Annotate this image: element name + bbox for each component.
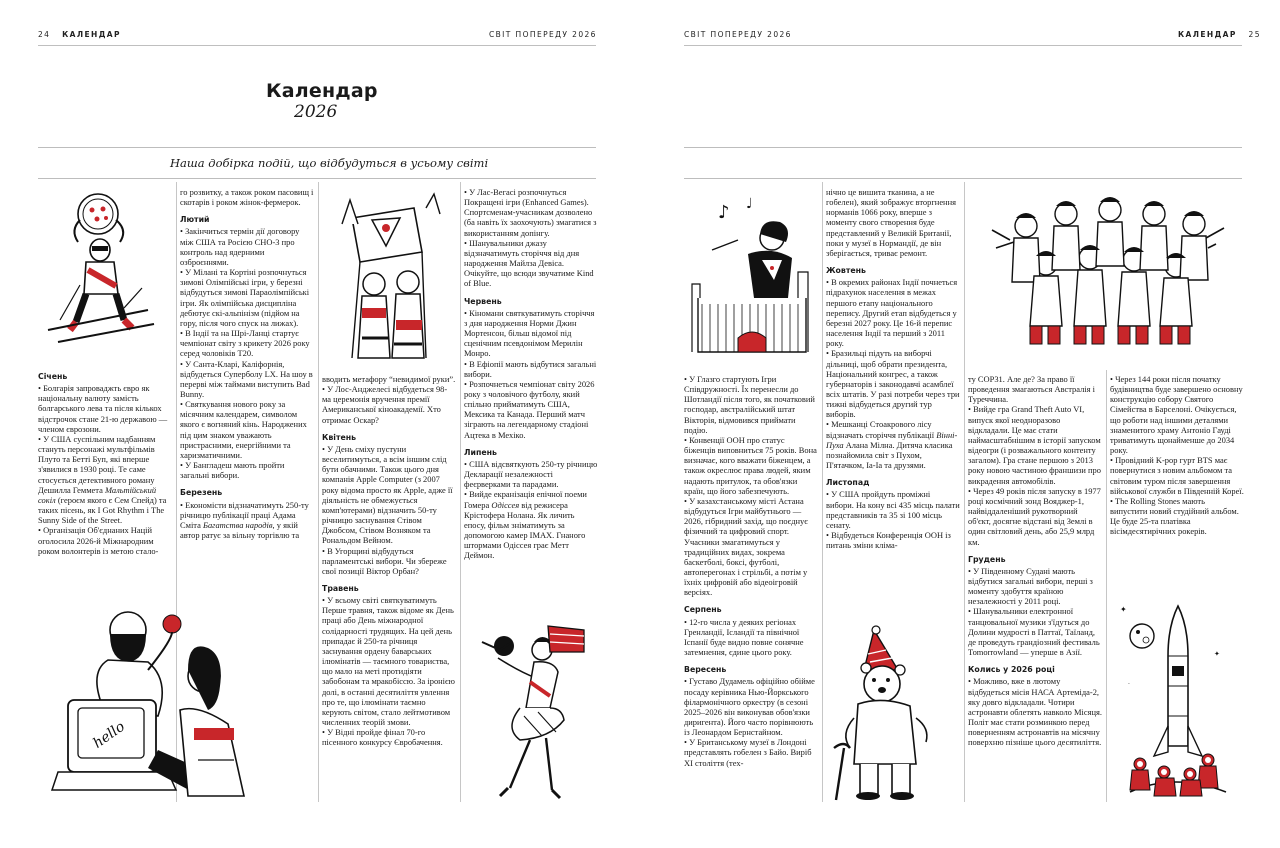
column-divider <box>1106 370 1107 802</box>
hands-flag-illustration <box>322 188 456 368</box>
trumpet-dancer-illustration <box>480 612 592 802</box>
col3-entry: вводить метафору “невидимої руки”. <box>322 374 456 384</box>
col5-entry: • У казахстанському місті Астана відбудуться Ігри майбутнього — 2026, гібридний захід, що поєднує фізичний та цифровий спорт. Учасники змагатимуться у традиційних видах, зокрема баскетболі, боксі, футболі, автоперегонах і стрільбі, а потім у їхніх цифровій або відеоігровій версіях. <box>684 495 808 598</box>
rocket-moon-illustration <box>1114 596 1236 802</box>
title-block <box>266 80 386 122</box>
col6-entry: нічно це вишита тканина, а не гобелен), який зображує вторгнення норманів 1066 року, вперше з моменту свого створення буде представлений у Великій Британії, поки у музеї в Нормандії, де він зберігається, триває ремонт. <box>826 187 956 258</box>
heading-february: Лютий <box>180 215 210 225</box>
col3-entry: • У всьому світі святкуватимуть Перше травня, також відоме як День праці або День міжнародної солідарності трудящих. На цей день припадає й 250-та річниця заснування ордену баварських ілюмінатів — таємного товариства, що мало на меті протидіяти забобонам та мракобіссю. За іронією долі, в останні десятиліття увлення про те, що ілюмінати таємно керують світом, стало лейтмотивом численних теорій змови. <box>322 595 455 727</box>
right-publication-label: СВІТ ПОПЕРЕДУ 2026 <box>684 30 792 39</box>
bear-party-illustration <box>830 624 950 802</box>
heading-december: Грудень <box>968 554 1006 564</box>
col2-entry: • Святкування нового року за місячним календарем, символом якого є вогняний кінь. Народжених під цим знаком уважають пристрасними, енергійними та харизматичними. <box>180 399 307 460</box>
column-2 <box>180 187 314 590</box>
heading-january: Січень <box>38 372 68 381</box>
heading-july: Липень <box>464 447 497 457</box>
column-8 <box>1110 374 1244 584</box>
right-running-head <box>1178 30 1261 39</box>
computer-friends-illustration <box>48 600 252 802</box>
left-page-number: 24 <box>38 30 51 39</box>
pizza-skier-illustration <box>40 190 160 360</box>
col5-entry: • У Британському музеї в Лондоні представлять гобелен з Байо. Виріб XI століття (тех- <box>684 737 812 768</box>
page-title: Календар <box>266 80 378 102</box>
heading-june: Червень <box>464 296 502 306</box>
col3-entry: • У Лос-Анджелесі відбудеться 98-ма церемонія вручення премії Американської кіноакадемії. Хто отримає Оскар? <box>322 384 448 425</box>
col4-entry: • Шанувальники джазу відзначатимуть сторіччя від дня народження Майлза Девіса. Очікуйте, що всюди звучатиме Kind of Blue. <box>464 237 594 289</box>
svg-text:·: · <box>1128 681 1130 688</box>
col7-entry: • Можливо, вже в лютому відбудеться місія НАСА Артеміда-2, яку довго відкладали. Чотири астронавти облетять навколо Місяця. Політ має стати розминкою перед поверненням астронавтів на місячну поверхню пізніше цього десятиліття. <box>968 676 1102 748</box>
computer-screen-text: hello <box>90 718 128 752</box>
heading-march: Березень <box>180 488 223 498</box>
left-header-rule <box>38 45 596 46</box>
col6-entry: • Бразильці підуть на виборчі дільниці, щоб обрати президента, Національний конгрес, а також губернаторів і законодавчі асамблеї всіх штатів. У разі потреби через три тижні відбудеться другий тур виборів. <box>826 348 960 420</box>
col8-entry: • Провідний K-pop гурт BTS має повернутися з новим альбомом та світовим туром після завершення військової служби в Південній Кореї. <box>1110 455 1244 496</box>
svg-text:♩: ♩ <box>746 196 753 212</box>
col7-entry: ту COP31. Але де? За право її проведення змагаються Австралія і Туреччина. <box>968 374 1095 405</box>
col6-entry: • У США пройдуть проміжні вибори. На кону всі 435 місць палати представників та 35 зі 100 місць сенату. <box>826 489 960 530</box>
col3-entry: • У День сміху пустуни веселитимуться, а всім іншим слід бути обачними. Також цього дня компанія Apple Computer (з 2007 року відома просто як Apple, адже її діяльність не обмежується комп'ютерами) відзначить 50-ту річницю заснування Стівом Джобсом, Стівом Возняком та Рональдом Вейном. <box>322 443 453 546</box>
page-subtitle: Наша добірка подій, що відбудуться в усьому світі <box>170 156 489 170</box>
col7-entry: • Вийде гра Grand Theft Auto VI, випуск якої неодноразово відкладали. Це має стати наймасштабнішим в історії запуском відеогри (і розважального контенту загалом). Гра стане першою з 2013 року новою частиною франшизи про викрадення автомобілів. <box>968 404 1101 486</box>
svg-text:✦: ✦ <box>1120 605 1127 614</box>
svg-text:♪: ♪ <box>718 202 730 223</box>
column-divider <box>822 182 823 802</box>
col5-entry: • У Глазго стартують Ігри Співдружності. Їх перенесли до Шотландії після того, як початковий господар, австралійський штат Вікторія, відмовився приймати подію. <box>684 374 815 435</box>
col2-entry: • В Індії та на Шрі-Ланці стартує чемпіонат світу з крикету 2026 року серед чоловіків Т20. <box>180 328 310 359</box>
heading-september: Вересень <box>684 665 727 675</box>
col5-entry: • 12-го числа у деяких регіонах Гренландії, Ісландії та північної Іспанії буде видно повне сонячне затемнення, єдине цього року. <box>684 616 804 658</box>
col3-entry: • У Відні пройде фінал 70-го пісенного конкурсу Євробачення. <box>322 727 443 748</box>
col7-entry: • У Південному Судані мають відбутися загальні вибори, перші з моменту здобуття країною незалежності у 2011 році. <box>968 565 1093 607</box>
col4-entry: • У Лас-Вегасі розпочнуться Покращені ігри (Enhanced Games). Спортсменам-учасникам дозволено (ба навіть їх заохочують) змагатися з використанням допінгу. <box>464 187 597 238</box>
col4-entry: • США відсвяткують 250-ту річницю Декларації незалежності феєрверками та парадами. <box>464 458 598 490</box>
col4-entry: • Вийде екранізація епічної поеми Гомера Одіссея від режисера Крістофера Нолана. Як личить епосу, фільм зніматимуть за допомогою камер IMAX. Гнаного штормами Одіссея грає Метт Деймон. <box>464 489 587 561</box>
left-publication-label: СВІТ ПОПЕРЕДУ 2026 <box>489 30 597 39</box>
svg-text:✦: ✦ <box>1214 650 1220 658</box>
right-page <box>640 0 1280 848</box>
col3-entry: • В Угорщині відбудуться парламентські вибори. Чи збереже свої позиції Віктор Орбан? <box>322 545 447 576</box>
subtitle-top-rule <box>38 147 596 148</box>
right-section-label: КАЛЕНДАР <box>1178 30 1237 39</box>
column-4 <box>464 187 598 597</box>
heading-sometime-2026: Колись у 2026 році <box>968 665 1055 675</box>
heading-november: Листопад <box>826 478 870 488</box>
column-1 <box>38 372 172 590</box>
right-top-rule <box>684 147 1242 148</box>
col2-entry: • Закінчиться термін дії договору між США та Росією СНО-3 про контроль над ядерними озброєннями. <box>180 226 300 267</box>
page-year: 2026 <box>294 102 338 122</box>
col2-entry: го розвитку, а також роком пасовищ і скотарів і роком жінок-фермерок. <box>180 187 314 208</box>
col1-entry: • У США суспільним надбанням стануть персонажі мультфільмів Плуто та Бетті Буп, які вперше з'явилися в 1930 році. Те саме стосується детективного роману Дешилла Геммета Мальтійський сокіл (героєм якого є Сем Спейд) та таких пісень, як I Got Rhythm і The Sunny Side of the Street. <box>38 433 167 526</box>
col6-entry: • В окремих районах Індії почнеться підрахунок населення в межах першого етапу національного перепису. Другий етап відбудеться у березні 2027 року. Це 16-й перепис населення Індії та перший з 2011 року. <box>826 277 958 349</box>
subtitle-bottom-rule <box>38 178 596 179</box>
right-header-rule <box>684 45 1242 46</box>
col1-entry: • Організація Об'єднаних Націй оголосила 2026-й Міжнародним роком волонтерів із метою стало- <box>38 525 159 556</box>
heading-april: Квітень <box>322 432 357 442</box>
column-7 <box>968 374 1102 804</box>
column-5 <box>684 374 818 804</box>
column-divider <box>460 182 461 802</box>
col5-entry: • Конвенції ООН про статус біженців виповниться 75 років. Вона визначає, кого вважати біженцем, а також окреслює права людей, яким надають притулок, та обов'язки країн, що його забезпечують. <box>684 434 817 496</box>
col4-entry: • Кіномани святкуватимуть сторіччя з дня народження Норми Джин Мортенсон, більш відомої під сценічним псевдонімом Мерилін Монро. <box>464 307 595 359</box>
left-running-head <box>38 30 121 39</box>
col8-entry: • Через 144 роки після початку будівництва буде завершено основну конструкцію собору Святого Сімейства в Барселоні. Очікується, що роботи над іншими деталями знаменитого храму Антоніо Гауді триватимуть щонайменше до 2034 року. <box>1110 374 1243 456</box>
col2-entry: • У Мілані та Кортіні розпочнуться зимові Олімпійські ігри, у березні відбудуться зимові Параолімпійські ігри. Як олімпійська дисципліна дебютує скі-альпінізм (підйом на гору, після чого спуск на лижах). <box>180 267 310 328</box>
col6-entry: • Відбудеться Конференція ООН із питань зміни кліма- <box>826 530 951 551</box>
soldiers-group-illustration <box>986 190 1236 352</box>
conductor-city-illustration <box>688 188 816 360</box>
col2-entry: • Економісти відзначатимуть 250-ту річницю публікації праці Адама Сміта Багатства народів, у якій автор ратує за вільну торгівлю та <box>180 499 309 540</box>
heading-may: Травень <box>322 583 359 593</box>
col7-entry: • Шанувальники електронної танцювальної музики з'їдуться до Долини мудрості в Паттаї, Таїланд, де проведуть грандіозний фестиваль Tomorrowland — уперше в Азії. <box>968 606 1100 658</box>
heading-october: Жовтень <box>826 266 866 276</box>
right-page-number: 25 <box>1248 30 1261 39</box>
col4-entry: • В Ефіопії мають відбутися загальні вибори. <box>464 358 597 379</box>
col7-entry: • Через 49 років після запуску в 1977 році космічний зонд Вояджер-1, найвіддаленіший рукотворний об'єкт, досягне відстані від Землі в один світловий день, або 25,9 млрд км. <box>968 485 1101 547</box>
left-section-label: КАЛЕНДАР <box>62 30 121 39</box>
col2-entry: • У Санта-Кларі, Каліфорнія, відбудеться Суперболу LX. На шоу в перерві між таймами виступить Bad Bunny. <box>180 358 313 399</box>
column-divider <box>318 182 319 802</box>
col8-entry: • The Rolling Stones мають випустити новий студійний альбом. Це буде 25-та платівка вісімдесятирічних рокерів. <box>1110 495 1239 537</box>
heading-august: Серпень <box>684 605 722 615</box>
col4-entry: • Розпочнеться чемпіонат світу 2026 року з чоловічого футболу, який спільно прийматимуть США, Мексика та Канада. Перший матч зіграють на легендарному стадіоні Ацтека в Мехіко. <box>464 378 595 440</box>
col2-entry: • У Бангладеш мають пройти загальні вибори. <box>180 460 285 481</box>
col1-entry: • Болгарія запроваджть євро як національну валюту замість болгарського лева та після кількох відстрочок стане 21-ю державою — членом єврозони. <box>38 383 168 434</box>
column-6 <box>826 187 960 592</box>
col5-entry: • Густаво Дудамель офіційно обійме посаду керівника Нью-Йоркського філармонічного оркестру (в сезоні 2025–2026 він виконував обов'язки диригента). Його часто порівнюють із Леонардом Бернстайном. <box>684 676 815 738</box>
column-divider <box>964 182 965 802</box>
right-second-rule <box>684 178 1242 179</box>
column-3 <box>322 374 456 804</box>
col6-entry: • Мешканці Стоакрового лісу відзначать сторіччя публікації Вінні-Пуха Алана Мілна. Дитяча класика познайомила світ з Пухом, П'ятачком, Іа-Іа та друзями. <box>826 419 958 471</box>
